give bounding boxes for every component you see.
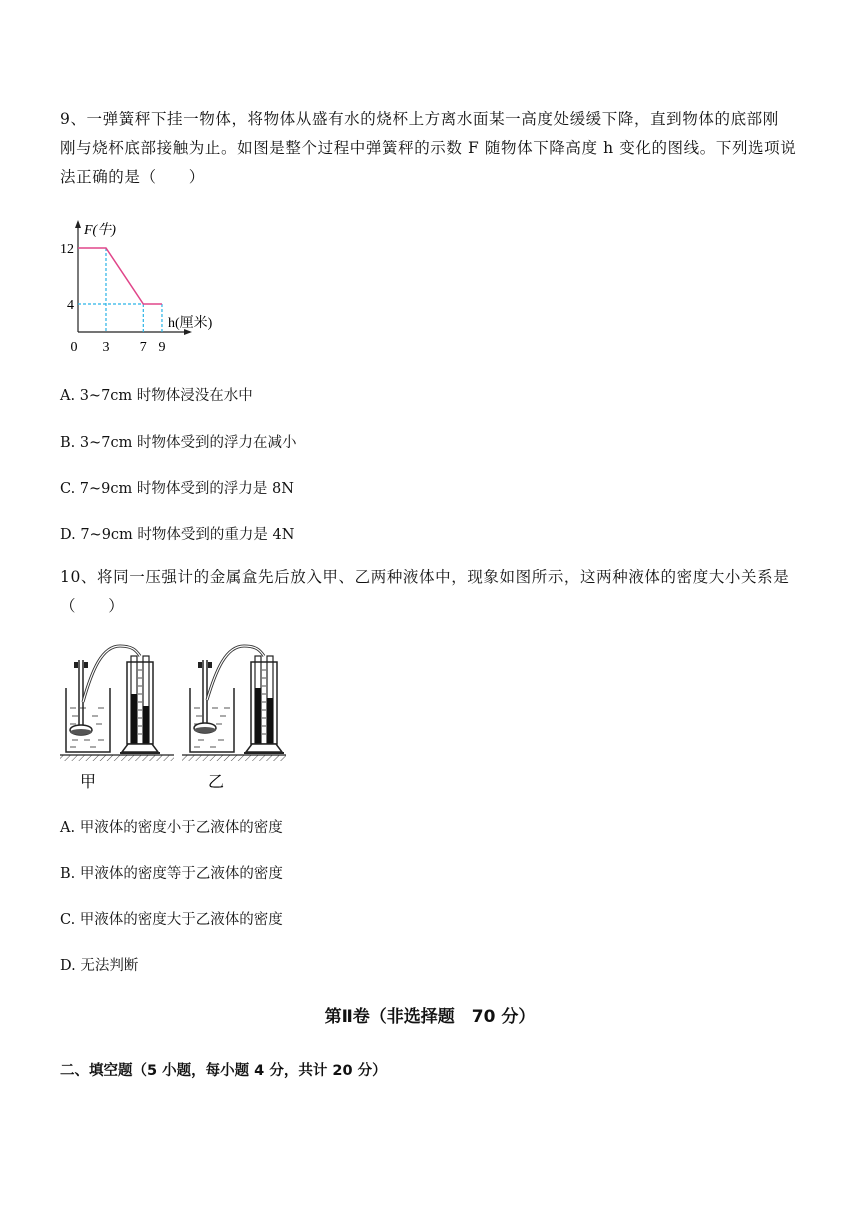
data-line (78, 248, 162, 304)
pressure-gauge-figure (58, 640, 288, 800)
apparatus-jia (60, 646, 174, 761)
x-axis-label: h(厘米) (168, 316, 213, 331)
origin-label: 0 (70, 340, 78, 355)
q10-text-line2: （ ） (60, 597, 125, 615)
q10-option-a: A. 甲液体的密度小于乙液体的密度 (60, 820, 283, 836)
label-jia: 甲 (80, 774, 97, 791)
q10-option-c: C. 甲液体的密度大于乙液体的密度 (60, 912, 283, 928)
y-axis-label: F(牛) (84, 223, 116, 238)
x-tick-label: 3 (102, 340, 110, 355)
force-height-graph (50, 212, 250, 357)
x-tick-label: 7 (139, 340, 147, 355)
section-subtitle: 二、填空题（5 小题，每小题 4 分，共计 20 分） (60, 1063, 387, 1079)
section-title: 第Ⅱ卷（非选择题 70 分） (324, 1007, 536, 1027)
q10-text-line1: 10、将同一压强计的金属盒先后放入甲、乙两种液体中，现象如图所示，这两种液体的密度大小关系是 (60, 568, 790, 586)
y-axis-arrow (75, 220, 81, 228)
q9-text-line1: 9、一弹簧秤下挂一物体，将物体从盛有水的烧杯上方离水面某一高度处缓缓下降，直到物体的底部刚 (60, 110, 779, 128)
label-yi: 乙 (208, 774, 225, 791)
q9-option-b: B. 3~7cm 时物体受到的浮力在减小 (60, 435, 297, 451)
apparatus-yi (182, 646, 286, 761)
y-tick-label: 4 (67, 298, 74, 313)
q10-option-d: D. 无法判断 (60, 958, 139, 974)
q9-text-line2: 刚与烧杯底部接触为止。如图是整个过程中弹簧秤的示数 F 随物体下降高度 h 变化的图线。下列选项说 (60, 139, 797, 157)
q9-option-a: A. 3~7cm 时物体浸没在水中 (60, 388, 253, 404)
y-tick-label: 12 (60, 242, 74, 257)
x-tick-label: 9 (158, 340, 166, 355)
q10-option-b: B. 甲液体的密度等于乙液体的密度 (60, 866, 283, 882)
q9-text-line3: 法正确的是（ ） (60, 168, 205, 186)
q9-option-c: C. 7~9cm 时物体受到的浮力是 8N (60, 481, 294, 497)
q9-option-d: D. 7~9cm 时物体受到的重力是 4N (60, 527, 295, 543)
